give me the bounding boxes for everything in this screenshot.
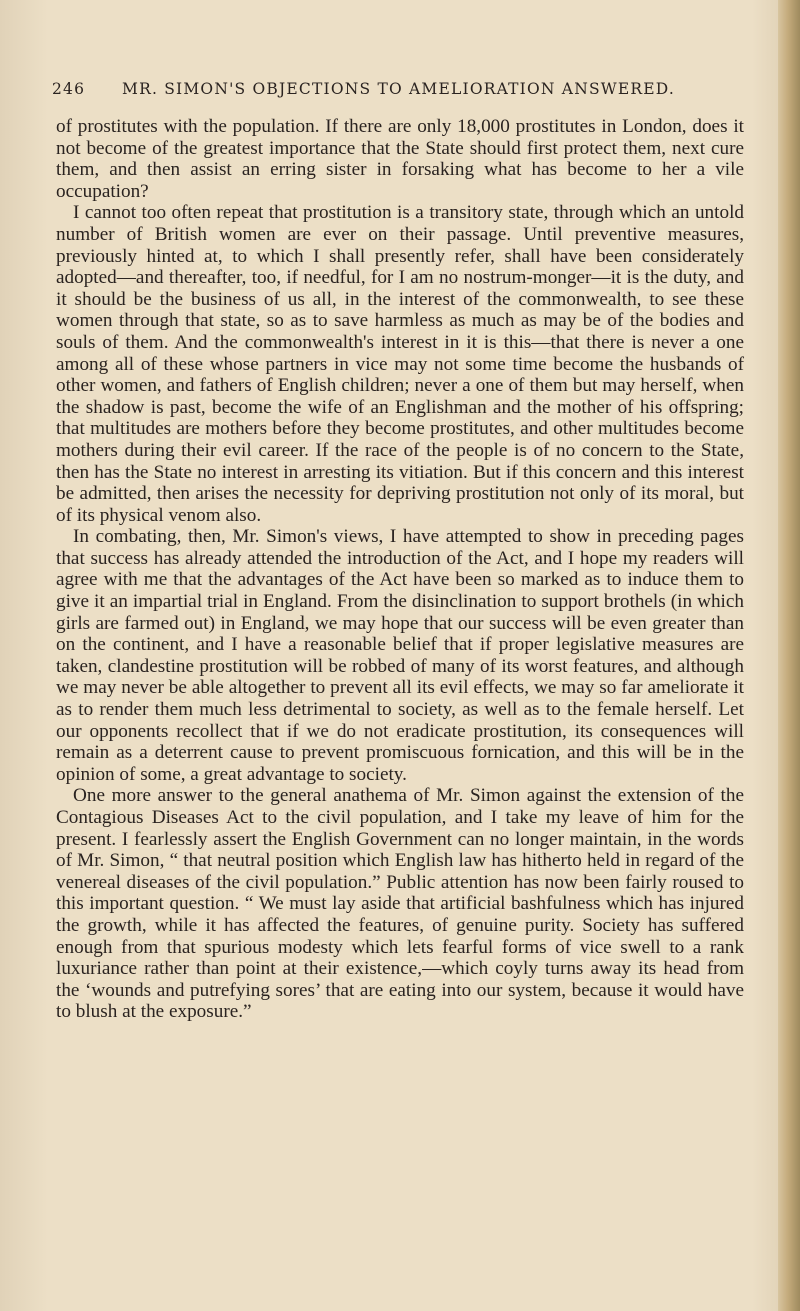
page-number: 246 [52, 80, 86, 98]
paragraph-2: I cannot too often repeat that prostitution is a transitory state, through which an untold number of British women are ever on their passage. Until preventive measures, previously hinted at, to which I shall presently refer, shall have been considerately adopted—and thereafter, too, if needful, for I am no nostrum-monger—it is the duty, and it should be the business of us all, in the interest of the commonwealth, to see these women through that state, so as to save harmless as much as may be of the bodies and souls of them. And the commonwealth's interest in it is this—that there is never a one among all of these whose partners in vice may not some time become the husbands of other women, and fathers of English children; never a one of them but may herself, when the shadow is past, become the wife of an Englishman and the mother of his offspring; that multitudes are mothers before they become prostitutes, and other multitudes become mothers during their evil career. If the race of the people is of no concern to the State, then has the State no interest in arresting its vitiation. But if this concern and this interest be admitted, then arises the necessity for depriving prostitution not only of its moral, but of its physical venom also. [56, 202, 744, 526]
running-header [52, 80, 742, 104]
paragraph-4: One more answer to the general anathema of Mr. Simon against the extension of the Contagious Diseases Act to the civil population, and I take my leave of him for the present. I fearlessly assert the English Government can no longer maintain, in the words of Mr. Simon, “ that neutral position which English law has hitherto held in regard of the venereal diseases of the civil population.” Public attention has now been fairly roused to this important question. “ We must lay aside that artificial bashfulness which has injured the growth, while it has affected the features, of genuine purity. Society has suffered enough from that spurious modesty which lets fearful forms of vice swell to a rank luxuriance rather than point at their existence,—which coyly turns away its head from the ‘wounds and putrefying sores’ that are eating into our system, because it would have to blush at the exposure.” [56, 785, 744, 1023]
paragraph-3: In combating, then, Mr. Simon's views, I have attempted to show in preceding pages that success has already attended the introduction of the Act, and I hope my readers will agree with me that the advantages of the Act have been so marked as to induce them to give it an impartial trial in England. From the disinclination to support brothels (in which girls are farmed out) in England, we may hope that our success will be even greater than on the continent, and I have a reasonable belief that if proper legislative measures are taken, clandestine prostitution will be robbed of many of its worst features, and although we may never be able altogether to prevent all its evil effects, we may so far ameliorate it as to render them much less detrimental to society, as well as to the female herself. Let our opponents recollect that if we do not eradicate prostitution, its consequences will remain as a deterrent cause to prevent promiscuous fornication, and this will be in the opinion of some, a great advantage to society. [56, 526, 744, 785]
page-edge [778, 0, 800, 1311]
body-text [56, 116, 744, 1023]
paragraph-1: of prostitutes with the population. If there are only 18,000 prostitutes in London, does it not become of the greatest importance that the State should first protect them, next cure them, and then assist an erring sister in forsaking what has become to her a vile occupation? [56, 116, 744, 202]
running-title: MR. SIMON'S OBJECTIONS TO AMELIORATION ANSWERED. [122, 80, 676, 98]
